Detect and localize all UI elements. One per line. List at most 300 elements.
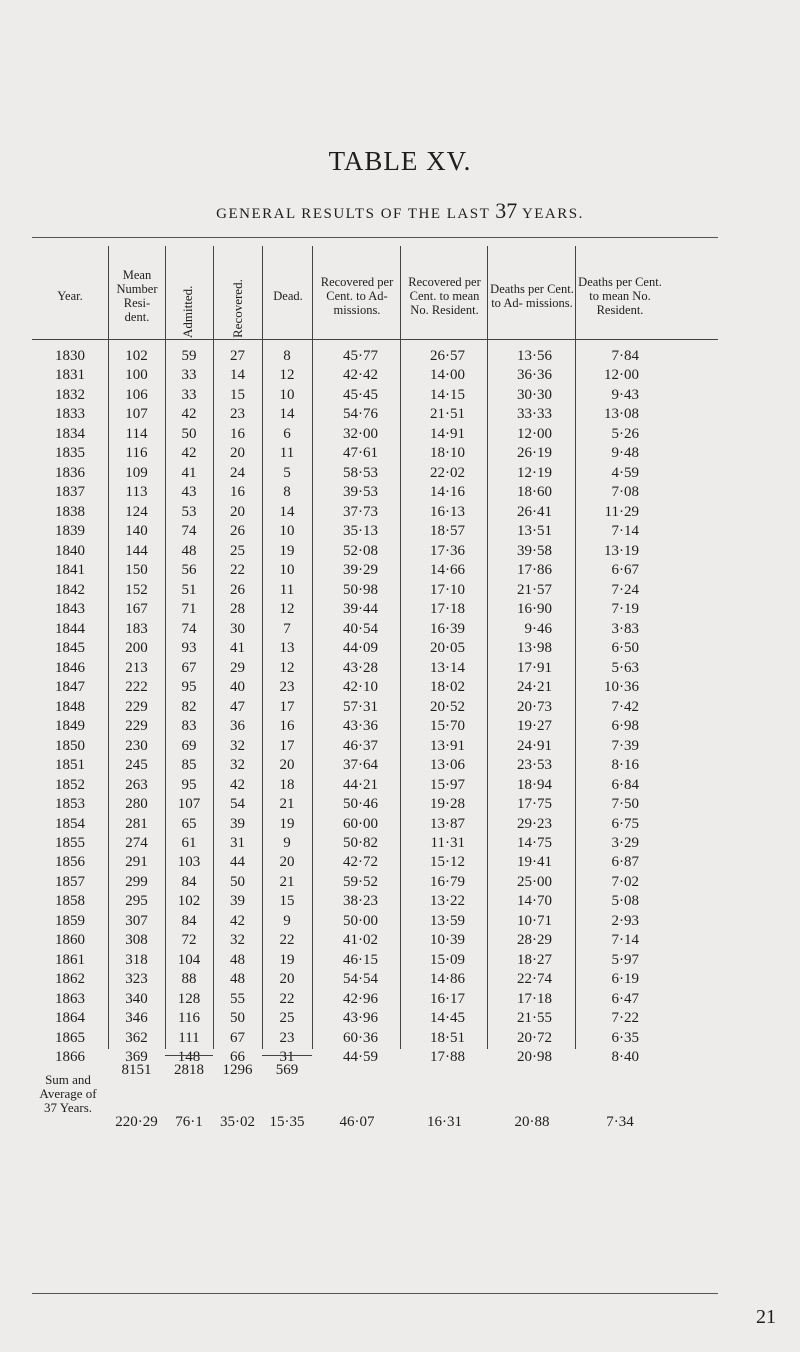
avg-recovered: 35·02 bbox=[220, 1114, 255, 1130]
cell-deaths-admissions: 13·51 bbox=[517, 523, 552, 540]
cell-recovered: 20 bbox=[230, 503, 245, 520]
cell-recovered-resident: 13·59 bbox=[430, 912, 465, 929]
cell-deaths-admissions: 28·29 bbox=[517, 932, 552, 949]
cell-recovered-resident: 18·57 bbox=[430, 523, 465, 540]
cell-year: 1854 bbox=[55, 815, 85, 832]
cell-dead: 21 bbox=[279, 873, 295, 890]
cell-deaths-resident: 7·14 bbox=[611, 523, 639, 540]
cell-year: 1835 bbox=[55, 445, 85, 462]
cell-recovered: 28 bbox=[230, 601, 245, 618]
cell-recovered-resident: 18·51 bbox=[430, 1029, 465, 1046]
cell-admitted: 128 bbox=[177, 990, 201, 1007]
cell-recovered-admissions: 43·36 bbox=[343, 718, 378, 735]
cell-recovered-resident: 16·79 bbox=[430, 873, 465, 890]
table-row bbox=[0, 872, 800, 893]
cell-deaths-admissions: 17·86 bbox=[517, 562, 552, 579]
cell-deaths-admissions: 20·72 bbox=[517, 1029, 552, 1046]
cell-recovered-resident: 17·88 bbox=[430, 1049, 465, 1066]
cell-recovered-resident: 15·09 bbox=[430, 951, 465, 968]
cell-deaths-resident: 10·36 bbox=[604, 679, 639, 696]
cell-dead: 22 bbox=[279, 990, 295, 1007]
cell-recovered-admissions: 44·09 bbox=[343, 640, 378, 657]
cell-recovered: 22 bbox=[230, 562, 245, 579]
cell-deaths-admissions: 13·56 bbox=[517, 348, 552, 364]
cell-dead: 10 bbox=[279, 386, 295, 403]
cell-recovered: 66 bbox=[230, 1049, 245, 1066]
cell-dead: 10 bbox=[279, 562, 295, 579]
cell-dead: 22 bbox=[279, 932, 295, 949]
cell-dead: 15 bbox=[279, 893, 295, 910]
cell-year: 1834 bbox=[55, 425, 85, 442]
cell-deaths-resident: 3·83 bbox=[611, 620, 639, 637]
cell-mean-resident: 291 bbox=[125, 854, 148, 871]
cell-recovered-resident: 16·13 bbox=[430, 503, 465, 520]
cell-recovered-resident: 22·02 bbox=[430, 464, 465, 481]
cell-admitted: 72 bbox=[181, 932, 197, 949]
cell-recovered-admissions: 37·64 bbox=[343, 757, 378, 774]
cell-recovered-admissions: 39·53 bbox=[343, 484, 378, 501]
cell-recovered-admissions: 57·31 bbox=[343, 698, 378, 715]
cell-deaths-admissions: 18·27 bbox=[517, 951, 552, 968]
table-row bbox=[0, 1008, 800, 1029]
cell-deaths-resident: 6·19 bbox=[611, 971, 639, 988]
cell-year: 1839 bbox=[55, 523, 85, 540]
page-title: TABLE XV. bbox=[328, 146, 472, 176]
cell-year: 1845 bbox=[55, 640, 85, 657]
cell-year: 1838 bbox=[55, 503, 85, 520]
cell-admitted: 48 bbox=[181, 542, 197, 559]
cell-mean-resident: 308 bbox=[125, 932, 148, 949]
cell-dead: 20 bbox=[279, 854, 295, 871]
cell-deaths-admissions: 36·36 bbox=[517, 367, 552, 384]
cell-mean-resident: 274 bbox=[125, 835, 148, 851]
cell-recovered: 27 bbox=[230, 348, 245, 364]
cell-recovered-admissions: 54·76 bbox=[343, 406, 378, 423]
cell-deaths-admissions: 14·75 bbox=[517, 835, 552, 851]
cell-recovered-admissions: 58·53 bbox=[343, 464, 378, 481]
cell-dead: 12 bbox=[279, 367, 295, 384]
cell-recovered: 24 bbox=[230, 464, 245, 481]
cell-year: 1863 bbox=[55, 990, 85, 1007]
cell-recovered: 48 bbox=[230, 971, 245, 988]
cell-recovered-admissions: 44·21 bbox=[343, 776, 378, 793]
cell-admitted: 95 bbox=[181, 776, 197, 793]
table-row bbox=[0, 989, 800, 1010]
cell-recovered-admissions: 42·10 bbox=[343, 679, 378, 696]
cell-admitted: 67 bbox=[181, 659, 197, 676]
cell-deaths-resident: 8·16 bbox=[611, 757, 639, 774]
cell-recovered: 50 bbox=[230, 873, 245, 890]
sum-dead: 569 bbox=[275, 1062, 299, 1078]
cell-admitted: 103 bbox=[177, 854, 201, 871]
cell-dead: 23 bbox=[279, 679, 295, 696]
cell-deaths-admissions: 12·00 bbox=[517, 425, 552, 442]
cell-deaths-resident: 7·39 bbox=[611, 737, 639, 754]
cell-recovered-resident: 17·18 bbox=[430, 601, 465, 618]
cell-recovered: 32 bbox=[230, 737, 245, 754]
header-deaths-resident: Deaths per Cent. to mean No. Resident. bbox=[578, 274, 662, 317]
cell-deaths-admissions: 23·53 bbox=[517, 757, 552, 774]
cell-deaths-resident: 5·08 bbox=[611, 893, 639, 910]
cell-mean-resident: 113 bbox=[125, 484, 148, 501]
cell-recovered-admissions: 60·36 bbox=[343, 1029, 378, 1046]
table-row bbox=[0, 443, 800, 464]
table-row bbox=[0, 852, 800, 873]
cell-recovered: 54 bbox=[230, 796, 245, 813]
cell-mean-resident: 222 bbox=[125, 679, 148, 696]
cell-deaths-resident: 6·47 bbox=[611, 990, 639, 1007]
cell-deaths-resident: 12·00 bbox=[604, 367, 639, 384]
table-row bbox=[0, 950, 800, 971]
cell-recovered-resident: 15·70 bbox=[430, 718, 465, 735]
cell-deaths-resident: 5·63 bbox=[611, 659, 639, 676]
cell-dead: 20 bbox=[279, 757, 295, 774]
header-admitted: Admitted. bbox=[180, 285, 195, 338]
cell-recovered-resident: 18·10 bbox=[430, 445, 465, 462]
cell-recovered-admissions: 42·96 bbox=[343, 990, 378, 1007]
summary-label: Sum and Average of 37 Years. bbox=[39, 1072, 97, 1115]
cell-deaths-admissions: 17·18 bbox=[517, 990, 552, 1007]
cell-dead: 18 bbox=[279, 776, 295, 793]
page-number: 21 bbox=[756, 1306, 776, 1328]
cell-mean-resident: 100 bbox=[125, 367, 148, 384]
cell-dead: 13 bbox=[279, 640, 295, 657]
cell-recovered: 42 bbox=[230, 912, 245, 929]
cell-admitted: 107 bbox=[177, 796, 201, 813]
sum-admitted: 2818 bbox=[174, 1062, 204, 1078]
cell-admitted: 84 bbox=[181, 912, 197, 929]
cell-year: 1861 bbox=[55, 951, 85, 968]
cell-recovered: 29 bbox=[230, 659, 245, 676]
header-mean-resident: Mean Number Resi- dent. bbox=[116, 267, 158, 324]
cell-year: 1856 bbox=[55, 854, 85, 871]
cell-recovered-resident: 14·91 bbox=[430, 425, 465, 442]
sum-rule bbox=[165, 1055, 213, 1056]
cell-recovered-admissions: 44·59 bbox=[343, 1049, 378, 1066]
cell-deaths-resident: 6·67 bbox=[611, 562, 639, 579]
cell-recovered-admissions: 39·29 bbox=[343, 562, 378, 579]
page-subtitle bbox=[0, 198, 800, 224]
header-recovered-admissions: Recovered per Cent. to Ad- missions. bbox=[320, 274, 394, 317]
table-row bbox=[0, 677, 800, 698]
cell-recovered-admissions: 50·46 bbox=[343, 796, 378, 813]
cell-recovered-resident: 14·15 bbox=[430, 386, 465, 403]
cell-recovered: 39 bbox=[230, 815, 245, 832]
cell-deaths-admissions: 25·00 bbox=[517, 873, 552, 890]
cell-recovered-resident: 14·00 bbox=[430, 367, 465, 384]
cell-deaths-resident: 7·02 bbox=[611, 873, 639, 890]
cell-year: 1853 bbox=[55, 796, 85, 813]
cell-dead: 9 bbox=[283, 912, 291, 929]
header-dead: Dead. bbox=[273, 288, 303, 303]
cell-year: 1866 bbox=[55, 1049, 85, 1066]
cell-mean-resident: 362 bbox=[125, 1029, 148, 1046]
cell-dead: 10 bbox=[279, 523, 295, 540]
cell-recovered-admissions: 46·15 bbox=[343, 951, 378, 968]
cell-recovered-admissions: 47·61 bbox=[343, 445, 378, 462]
cell-deaths-admissions: 29·23 bbox=[517, 815, 552, 832]
cell-deaths-resident: 7·42 bbox=[611, 698, 639, 715]
cell-recovered: 67 bbox=[230, 1029, 245, 1046]
cell-mean-resident: 140 bbox=[125, 523, 148, 540]
cell-mean-resident: 167 bbox=[125, 601, 148, 618]
cell-recovered: 26 bbox=[230, 581, 245, 598]
cell-year: 1842 bbox=[55, 581, 85, 598]
cell-admitted: 83 bbox=[181, 718, 197, 735]
cell-dead: 12 bbox=[279, 659, 295, 676]
cell-admitted: 116 bbox=[178, 1010, 200, 1027]
cell-admitted: 85 bbox=[181, 757, 197, 774]
cell-recovered-admissions: 42·42 bbox=[343, 367, 378, 384]
cell-deaths-resident: 13·19 bbox=[604, 542, 639, 559]
cell-mean-resident: 152 bbox=[125, 581, 148, 598]
cell-dead: 21 bbox=[279, 796, 295, 813]
cell-mean-resident: 109 bbox=[125, 464, 148, 481]
table-row bbox=[0, 599, 800, 620]
cell-admitted: 61 bbox=[181, 835, 197, 851]
cell-dead: 8 bbox=[283, 484, 291, 501]
cell-deaths-resident: 11·29 bbox=[604, 503, 639, 520]
table-row bbox=[0, 482, 800, 503]
cell-recovered-resident: 20·52 bbox=[430, 698, 465, 715]
cell-year: 1840 bbox=[55, 542, 85, 559]
cell-year: 1847 bbox=[55, 679, 85, 696]
cell-mean-resident: 200 bbox=[125, 640, 148, 657]
cell-year: 1855 bbox=[55, 835, 85, 851]
cell-recovered-admissions: 50·00 bbox=[343, 912, 378, 929]
cell-year: 1849 bbox=[55, 718, 85, 735]
cell-admitted: 88 bbox=[181, 971, 197, 988]
cell-recovered-resident: 10·39 bbox=[430, 932, 465, 949]
table-row bbox=[0, 755, 800, 776]
cell-recovered: 14 bbox=[230, 367, 245, 384]
cell-recovered-admissions: 50·82 bbox=[343, 835, 378, 851]
cell-year: 1846 bbox=[55, 659, 85, 676]
cell-recovered: 42 bbox=[230, 776, 245, 793]
header-recovered: Recovered. bbox=[230, 279, 245, 338]
avg-recovered-resident: 16·31 bbox=[427, 1114, 462, 1130]
cell-year: 1860 bbox=[55, 932, 85, 949]
cell-dead: 11 bbox=[279, 581, 295, 598]
cell-deaths-resident: 5·97 bbox=[611, 951, 639, 968]
table-row bbox=[0, 658, 800, 679]
cell-recovered-admissions: 52·08 bbox=[343, 542, 378, 559]
cell-admitted: 84 bbox=[181, 873, 197, 890]
cell-mean-resident: 369 bbox=[125, 1049, 148, 1066]
cell-admitted: 71 bbox=[181, 601, 197, 618]
avg-mean: 220·29 bbox=[115, 1114, 158, 1130]
cell-recovered-admissions: 60·00 bbox=[343, 815, 378, 832]
cell-admitted: 104 bbox=[177, 951, 201, 968]
cell-dead: 17 bbox=[279, 698, 295, 715]
cell-recovered: 16 bbox=[230, 484, 245, 501]
cell-deaths-admissions: 13·98 bbox=[517, 640, 552, 657]
cell-admitted: 148 bbox=[177, 1049, 201, 1066]
cell-mean-resident: 213 bbox=[125, 659, 148, 676]
cell-dead: 25 bbox=[279, 1010, 295, 1027]
table-row bbox=[0, 541, 800, 562]
cell-recovered-resident: 13·22 bbox=[430, 893, 465, 910]
subtitle-text: GENERAL RESULTS OF THE LAST bbox=[216, 206, 490, 222]
cell-dead: 19 bbox=[279, 542, 295, 559]
table-row bbox=[0, 697, 800, 718]
cell-deaths-admissions: 30·30 bbox=[517, 386, 552, 403]
cell-recovered-resident: 15·97 bbox=[430, 776, 465, 793]
cell-deaths-admissions: 14·70 bbox=[517, 893, 552, 910]
cell-admitted: 42 bbox=[181, 445, 197, 462]
cell-recovered: 36 bbox=[230, 718, 245, 735]
cell-recovered: 50 bbox=[230, 1010, 245, 1027]
cell-deaths-admissions: 24·21 bbox=[517, 679, 552, 696]
cell-deaths-resident: 6·98 bbox=[611, 718, 639, 735]
cell-deaths-resident: 8·40 bbox=[611, 1049, 639, 1066]
cell-admitted: 69 bbox=[181, 737, 197, 754]
cell-recovered-resident: 21·51 bbox=[430, 406, 465, 423]
cell-dead: 16 bbox=[279, 718, 295, 735]
table-row bbox=[0, 521, 800, 542]
cell-year: 1852 bbox=[55, 776, 85, 793]
table-row bbox=[0, 404, 800, 425]
cell-deaths-admissions: 9·46 bbox=[524, 620, 552, 637]
avg-recovered-admissions: 46·07 bbox=[339, 1114, 375, 1130]
cell-mean-resident: 106 bbox=[125, 386, 148, 403]
cell-deaths-resident: 6·75 bbox=[611, 815, 639, 832]
cell-dead: 12 bbox=[279, 601, 295, 618]
cell-admitted: 102 bbox=[177, 893, 201, 910]
cell-deaths-resident: 7·24 bbox=[611, 581, 639, 598]
table-row bbox=[0, 502, 800, 523]
cell-deaths-resident: 7·50 bbox=[611, 796, 639, 813]
cell-deaths-resident: 7·84 bbox=[611, 348, 639, 364]
cell-deaths-resident: 4·59 bbox=[611, 464, 639, 481]
cell-deaths-admissions: 17·75 bbox=[517, 796, 552, 813]
table-row bbox=[0, 638, 800, 659]
cell-deaths-resident: 6·50 bbox=[611, 640, 639, 657]
cell-dead: 9 bbox=[283, 835, 291, 851]
cell-mean-resident: 144 bbox=[125, 542, 148, 559]
cell-recovered-admissions: 37·73 bbox=[343, 503, 378, 520]
cell-recovered: 31 bbox=[230, 835, 245, 851]
cell-year: 1844 bbox=[55, 620, 85, 637]
cell-recovered-admissions: 54·54 bbox=[343, 971, 378, 988]
cell-deaths-resident: 9·43 bbox=[611, 386, 639, 403]
cell-recovered-admissions: 42·72 bbox=[343, 854, 378, 871]
cell-recovered-resident: 13·14 bbox=[430, 659, 465, 676]
table-row bbox=[0, 424, 800, 445]
cell-admitted: 74 bbox=[181, 523, 197, 540]
table-row bbox=[0, 580, 800, 601]
cell-year: 1837 bbox=[55, 484, 85, 501]
cell-admitted: 53 bbox=[181, 503, 197, 520]
cell-dead: 23 bbox=[279, 1029, 295, 1046]
cell-mean-resident: 318 bbox=[125, 951, 148, 968]
cell-deaths-admissions: 24·91 bbox=[517, 737, 552, 754]
cell-deaths-resident: 6·84 bbox=[611, 776, 639, 793]
cell-admitted: 33 bbox=[181, 367, 197, 384]
cell-dead: 14 bbox=[279, 503, 295, 520]
cell-recovered: 47 bbox=[230, 698, 245, 715]
cell-mean-resident: 116 bbox=[125, 445, 148, 462]
cell-recovered: 23 bbox=[230, 406, 245, 423]
cell-recovered: 25 bbox=[230, 542, 245, 559]
cell-dead: 17 bbox=[279, 737, 295, 754]
cell-admitted: 74 bbox=[181, 620, 197, 637]
cell-deaths-admissions: 21·55 bbox=[517, 1010, 552, 1027]
cell-recovered-admissions: 39·44 bbox=[343, 601, 378, 618]
cell-mean-resident: 323 bbox=[125, 971, 148, 988]
cell-recovered-admissions: 50·98 bbox=[343, 581, 378, 598]
cell-deaths-admissions: 12·19 bbox=[517, 464, 552, 481]
cell-recovered: 55 bbox=[230, 990, 245, 1007]
table-row bbox=[0, 930, 800, 951]
cell-deaths-admissions: 20·98 bbox=[517, 1049, 552, 1066]
cell-recovered: 16 bbox=[230, 425, 245, 442]
cell-recovered: 44 bbox=[230, 854, 245, 871]
table-row bbox=[0, 346, 800, 367]
cell-recovered-resident: 13·87 bbox=[430, 815, 465, 832]
avg-dead: 15·35 bbox=[269, 1114, 305, 1130]
cell-dead: 8 bbox=[283, 348, 291, 364]
cell-year: 1832 bbox=[55, 386, 85, 403]
cell-deaths-admissions: 26·19 bbox=[517, 445, 552, 462]
cell-deaths-resident: 7·22 bbox=[611, 1010, 639, 1027]
cell-recovered-admissions: 40·54 bbox=[343, 620, 378, 637]
cell-recovered: 39 bbox=[230, 893, 245, 910]
cell-deaths-resident: 13·08 bbox=[604, 406, 639, 423]
cell-deaths-admissions: 19·27 bbox=[517, 718, 552, 735]
cell-admitted: 59 bbox=[181, 348, 197, 364]
cell-recovered-admissions: 45·77 bbox=[343, 348, 378, 364]
cell-deaths-resident: 9·48 bbox=[611, 445, 639, 462]
cell-recovered-resident: 15·12 bbox=[430, 854, 465, 871]
table-row bbox=[0, 794, 800, 815]
cell-recovered: 20 bbox=[230, 445, 245, 462]
cell-mean-resident: 281 bbox=[125, 815, 148, 832]
cell-deaths-admissions: 39·58 bbox=[517, 542, 552, 559]
cell-deaths-resident: 3·29 bbox=[611, 835, 639, 851]
cell-admitted: 41 bbox=[181, 464, 197, 481]
cell-mean-resident: 230 bbox=[125, 737, 148, 754]
cell-year: 1859 bbox=[55, 912, 85, 929]
table-row bbox=[0, 716, 800, 737]
table-row bbox=[0, 619, 800, 640]
cell-recovered-admissions: 43·28 bbox=[343, 659, 378, 676]
cell-mean-resident: 183 bbox=[125, 620, 148, 637]
cell-deaths-resident: 7·08 bbox=[611, 484, 639, 501]
table-row bbox=[0, 969, 800, 990]
cell-recovered: 40 bbox=[230, 679, 245, 696]
cell-recovered: 15 bbox=[230, 386, 245, 403]
cell-year: 1848 bbox=[55, 698, 85, 715]
cell-recovered: 32 bbox=[230, 757, 245, 774]
cell-dead: 19 bbox=[279, 951, 295, 968]
cell-recovered-resident: 14·66 bbox=[430, 562, 465, 579]
cell-mean-resident: 340 bbox=[125, 990, 148, 1007]
cell-year: 1831 bbox=[55, 367, 85, 384]
cell-dead: 6 bbox=[283, 425, 291, 442]
cell-recovered-admissions: 38·23 bbox=[343, 893, 378, 910]
cell-recovered-resident: 14·16 bbox=[430, 484, 465, 501]
cell-mean-resident: 124 bbox=[125, 503, 148, 520]
table-row bbox=[0, 911, 800, 932]
cell-recovered: 26 bbox=[230, 523, 245, 540]
cell-recovered-admissions: 46·37 bbox=[343, 737, 378, 754]
cell-admitted: 50 bbox=[181, 425, 197, 442]
cell-recovered-admissions: 59·52 bbox=[343, 873, 378, 890]
cell-recovered-resident: 14·45 bbox=[430, 1010, 465, 1027]
table-row bbox=[0, 775, 800, 796]
cell-deaths-admissions: 20·73 bbox=[517, 698, 552, 715]
